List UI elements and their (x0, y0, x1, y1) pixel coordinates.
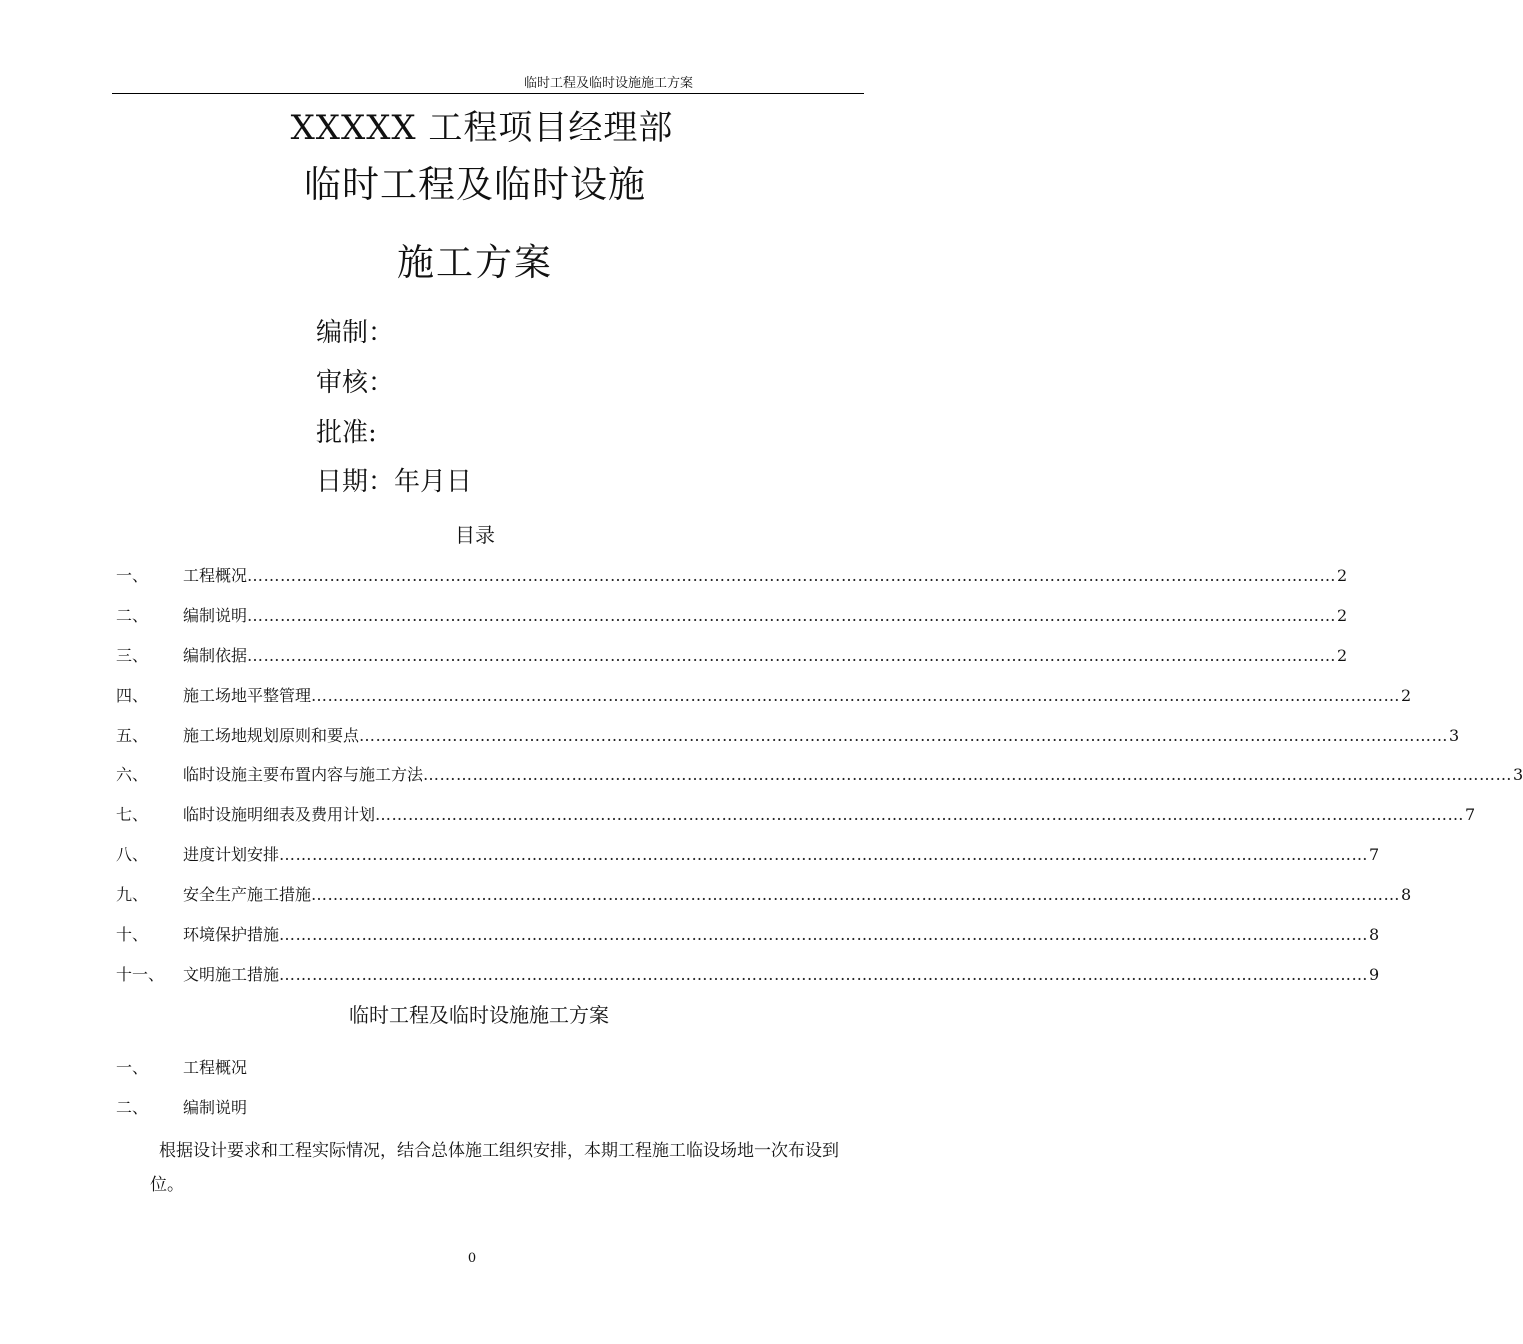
toc-entry[interactable] (116, 764, 1523, 804)
toc-entry-page: 2 (1337, 566, 1348, 585)
toc-leader-dots: ……………………………………………………………………………………………………………………………………………………………………………… (311, 685, 1401, 705)
toc-entry-page: 3 (1513, 765, 1523, 785)
toc-entry-number: 二、 (116, 605, 149, 625)
section-title: 编制说明 (183, 1098, 248, 1117)
toc-entry-label: 临时设施主要布置内容与施工方法 (183, 765, 424, 785)
prepared-by-field: 编制： (316, 318, 395, 348)
table-of-contents (116, 565, 1523, 1004)
toc-entry[interactable] (116, 725, 1460, 765)
section-number: 一、 (116, 1058, 149, 1077)
toc-title: 目录 (455, 523, 495, 547)
toc-entry-page: 2 (1401, 685, 1412, 705)
toc-entry[interactable] (116, 884, 1412, 924)
toc-leader-dots: ……………………………………………………………………………………………………………………………………………………………………………… (311, 885, 1401, 905)
toc-entry-page: 7 (1465, 805, 1476, 825)
toc-entry-page: 7 (1369, 845, 1380, 865)
toc-entry-number: 九、 (116, 885, 149, 905)
toc-entry-label: 文明施工措施 (183, 964, 280, 984)
toc-entry[interactable] (116, 964, 1380, 1004)
toc-entry-page: 9 (1369, 964, 1380, 984)
toc-entry-label: 施工场地规划原则和要点 (183, 725, 360, 745)
toc-leader-dots: ……………………………………………………………………………………………………………………………………………………………………………… (359, 725, 1449, 745)
toc-leader-dots: ……………………………………………………………………………………………………………………………………………………………………………… (247, 645, 1337, 665)
toc-entry-number: 十、 (116, 925, 149, 945)
toc-entry-number: 六、 (116, 765, 149, 785)
date-field: 日期：年月日 (316, 467, 473, 497)
toc-leader-dots: ……………………………………………………………………………………………………………………………………………………………………………… (279, 964, 1369, 984)
page-number: 0 (467, 1251, 477, 1266)
toc-leader-dots: ……………………………………………………………………………………………………………………………………………………………………………… (279, 845, 1369, 865)
toc-leader-dots: ……………………………………………………………………………………………………………………………………………………………………………… (279, 925, 1369, 945)
toc-entry-number: 四、 (116, 685, 149, 705)
body-paragraph: 根据设计要求和工程实际情况，结合总体施工组织安排，本期工程施工临设场地一次布设到位。 (150, 1141, 839, 1195)
org-title: XXXXX 工程项目经理部 (290, 108, 674, 148)
toc-leader-dots: ……………………………………………………………………………………………………………………………………………………………………………… (247, 566, 1337, 585)
sub-title: 施工方案 (397, 241, 553, 284)
running-header: 临时工程及临时设施施工方案 (524, 76, 694, 91)
toc-entry[interactable] (116, 565, 1348, 605)
toc-leader-dots: ……………………………………………………………………………………………………………………………………………………………………………… (423, 765, 1513, 785)
toc-entry-number: 十一、 (116, 964, 165, 984)
toc-entry-label: 工程概况 (183, 566, 248, 585)
toc-entry[interactable] (116, 605, 1348, 645)
toc-entry[interactable] (116, 924, 1380, 964)
toc-entry[interactable] (116, 844, 1380, 884)
toc-entry-number: 一、 (116, 566, 149, 585)
toc-entry[interactable] (116, 645, 1348, 685)
toc-entry-label: 编制依据 (183, 645, 248, 665)
section-heading (116, 1095, 247, 1118)
toc-entry[interactable] (116, 685, 1412, 725)
toc-entry[interactable] (116, 804, 1476, 844)
toc-entry-number: 七、 (116, 805, 149, 825)
toc-entry-label: 施工场地平整管理 (183, 685, 312, 705)
toc-entry-number: 八、 (116, 845, 149, 865)
toc-leader-dots: ……………………………………………………………………………………………………………………………………………………………………………… (247, 605, 1337, 625)
reviewed-by-field: 审核： (316, 368, 395, 398)
approved-by-field: 批准: (316, 418, 377, 448)
toc-entry-label: 临时设施明细表及费用计划 (183, 805, 376, 825)
header-rule (112, 93, 864, 94)
toc-entry-page: 2 (1337, 645, 1348, 665)
section-heading (116, 1055, 247, 1078)
toc-entry-label: 安全生产施工措施 (183, 885, 312, 905)
toc-entry-page: 2 (1337, 605, 1348, 625)
section-title: 工程概况 (183, 1058, 248, 1077)
toc-entry-label: 进度计划安排 (183, 845, 280, 865)
toc-entry-page: 3 (1449, 725, 1460, 745)
document-title: 临时工程及临时设施施工方案 (349, 1003, 609, 1027)
section-number: 二、 (116, 1098, 149, 1117)
toc-entry-number: 五、 (116, 725, 149, 745)
toc-entry-label: 编制说明 (183, 605, 248, 625)
toc-entry-number: 三、 (116, 645, 149, 665)
toc-leader-dots: ……………………………………………………………………………………………………………………………………………………………………………… (375, 805, 1465, 825)
toc-entry-page: 8 (1401, 885, 1412, 905)
toc-entry-label: 环境保护措施 (183, 925, 280, 945)
main-title: 临时工程及临时设施 (304, 163, 646, 206)
toc-entry-page: 8 (1369, 925, 1380, 945)
